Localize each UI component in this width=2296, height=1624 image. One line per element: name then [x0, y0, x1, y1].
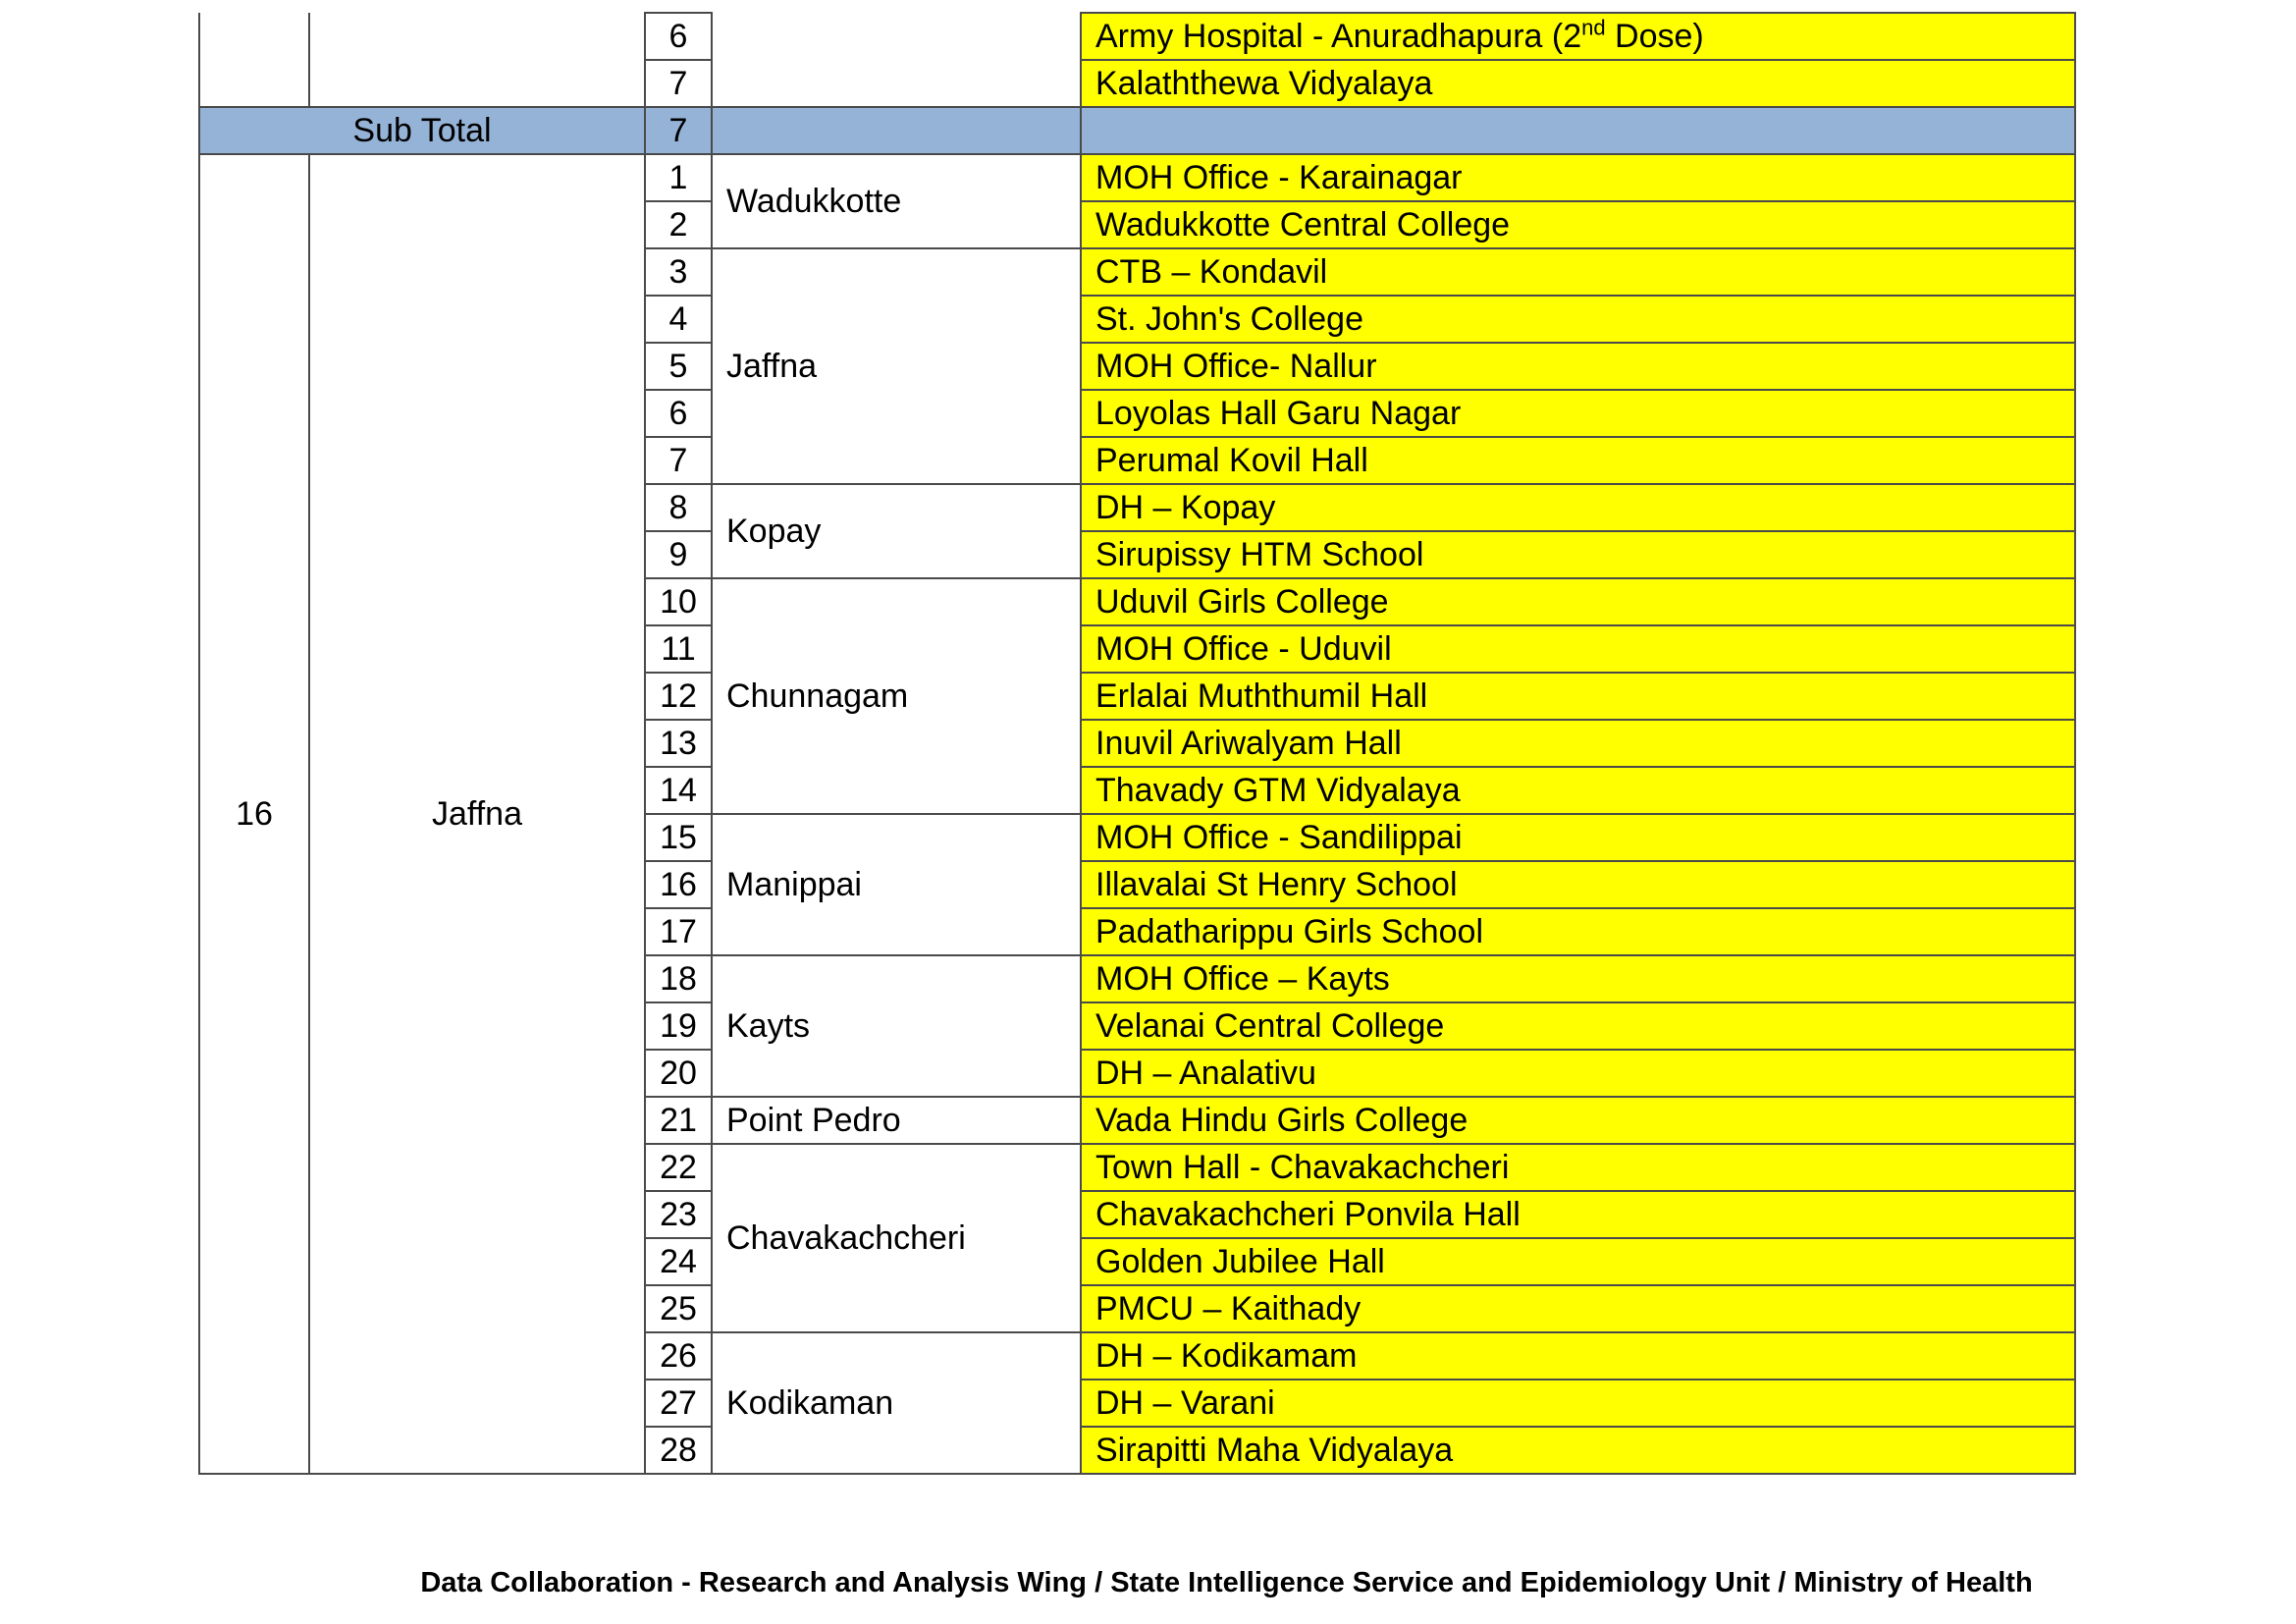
centre-name: Perumal Kovil Hall — [1081, 437, 2075, 484]
centre-number: 28 — [645, 1427, 712, 1474]
centre-name: PMCU – Kaithady — [1081, 1285, 2075, 1332]
district-number: 16 — [199, 154, 309, 1474]
centre-name: DH – Kopay — [1081, 484, 2075, 531]
centre-number: 8 — [645, 484, 712, 531]
centre-number: 11 — [645, 625, 712, 673]
centre-name: Velanai Central College — [1081, 1002, 2075, 1050]
centre-number: 9 — [645, 531, 712, 578]
centre-name: MOH Office – Kayts — [1081, 955, 2075, 1002]
centre-number: 3 — [645, 248, 712, 296]
vaccination-centre-table — [198, 12, 2076, 1475]
centre-name: Town Hall - Chavakachcheri — [1081, 1144, 2075, 1191]
centre-number: 26 — [645, 1332, 712, 1380]
centre-name: MOH Office - Karainagar — [1081, 154, 2075, 201]
moh-area-name: Kodikaman — [712, 1332, 1081, 1474]
subtotal-row — [199, 107, 2075, 154]
centre-number: 10 — [645, 578, 712, 625]
centre-name: MOH Office- Nallur — [1081, 343, 2075, 390]
moh-area-cell — [712, 13, 1081, 107]
table-row — [199, 13, 2075, 60]
centre-name: Vada Hindu Girls College — [1081, 1097, 2075, 1144]
centre-number: 1 — [645, 154, 712, 201]
centre-number: 14 — [645, 767, 712, 814]
centre-number: 25 — [645, 1285, 712, 1332]
moh-area-name: Kayts — [712, 955, 1081, 1097]
centre-name: CTB – Kondavil — [1081, 248, 2075, 296]
moh-area-name: Wadukkotte — [712, 154, 1081, 248]
centre-name: Loyolas Hall Garu Nagar — [1081, 390, 2075, 437]
subtotal-value: 7 — [645, 107, 712, 154]
centre-name: MOH Office - Uduvil — [1081, 625, 2075, 673]
centre-number: 5 — [645, 343, 712, 390]
centre-name: DH – Varani — [1081, 1380, 2075, 1427]
centre-name: Golden Jubilee Hall — [1081, 1238, 2075, 1285]
centre-number: 17 — [645, 908, 712, 955]
centre-name — [1081, 13, 2075, 60]
centre-name: Thavady GTM Vidyalaya — [1081, 767, 2075, 814]
centre-name: Chavakachcheri Ponvila Hall — [1081, 1191, 2075, 1238]
moh-area-name: Chunnagam — [712, 578, 1081, 814]
district-name: Jaffna — [309, 154, 645, 1474]
ordinal-suffix: nd — [1581, 15, 1606, 40]
centre-number: 6 — [645, 390, 712, 437]
centre-name-text: Army Hospital - Anuradhapura (2 — [1095, 18, 1582, 55]
subtotal-blank — [1081, 107, 2075, 154]
centre-name: Erlalai Muththumil Hall — [1081, 673, 2075, 720]
moh-area-name: Kopay — [712, 484, 1081, 578]
centre-number: 6 — [645, 13, 712, 60]
centre-number: 12 — [645, 673, 712, 720]
centre-number: 7 — [645, 60, 712, 107]
moh-area-name: Point Pedro — [712, 1097, 1081, 1144]
centre-number: 19 — [645, 1002, 712, 1050]
centre-number: 27 — [645, 1380, 712, 1427]
subtotal-blank — [712, 107, 1081, 154]
centre-number: 21 — [645, 1097, 712, 1144]
moh-area-name: Jaffna — [712, 248, 1081, 484]
page-footer: Data Collaboration - Research and Analysis Wing / State Intelligence Service and Epidemiology Unit / Ministry of Health — [420, 1567, 2033, 1598]
centre-number: 24 — [645, 1238, 712, 1285]
centre-number: 20 — [645, 1050, 712, 1097]
centre-name: Illavalai St Henry School — [1081, 861, 2075, 908]
table-body — [199, 13, 2075, 1474]
centre-number: 18 — [645, 955, 712, 1002]
centre-number: 23 — [645, 1191, 712, 1238]
centre-name: Uduvil Girls College — [1081, 578, 2075, 625]
moh-area-name: Chavakachcheri — [712, 1144, 1081, 1332]
centre-number: 2 — [645, 201, 712, 248]
centre-name: Wadukkotte Central College — [1081, 201, 2075, 248]
centre-name: Padatharippu Girls School — [1081, 908, 2075, 955]
centre-name: DH – Analativu — [1081, 1050, 2075, 1097]
subtotal-label: Sub Total — [199, 107, 645, 154]
centre-number: 13 — [645, 720, 712, 767]
district-cell — [309, 13, 645, 107]
centre-number: 22 — [645, 1144, 712, 1191]
centre-name: St. John's College — [1081, 296, 2075, 343]
centre-number: 7 — [645, 437, 712, 484]
centre-name: Sirapitti Maha Vidyalaya — [1081, 1427, 2075, 1474]
centre-name: Sirupissy HTM School — [1081, 531, 2075, 578]
table-row — [199, 154, 2075, 201]
centre-name: Inuvil Ariwalyam Hall — [1081, 720, 2075, 767]
centre-number: 15 — [645, 814, 712, 861]
moh-area-name: Manippai — [712, 814, 1081, 955]
centre-number: 4 — [645, 296, 712, 343]
centre-name: Kalaththewa Vidyalaya — [1081, 60, 2075, 107]
centre-name: DH – Kodikamam — [1081, 1332, 2075, 1380]
centre-name: MOH Office - Sandilippai — [1081, 814, 2075, 861]
no-cell — [199, 13, 309, 107]
centre-number: 16 — [645, 861, 712, 908]
centre-name-text-end: Dose) — [1605, 18, 1704, 55]
